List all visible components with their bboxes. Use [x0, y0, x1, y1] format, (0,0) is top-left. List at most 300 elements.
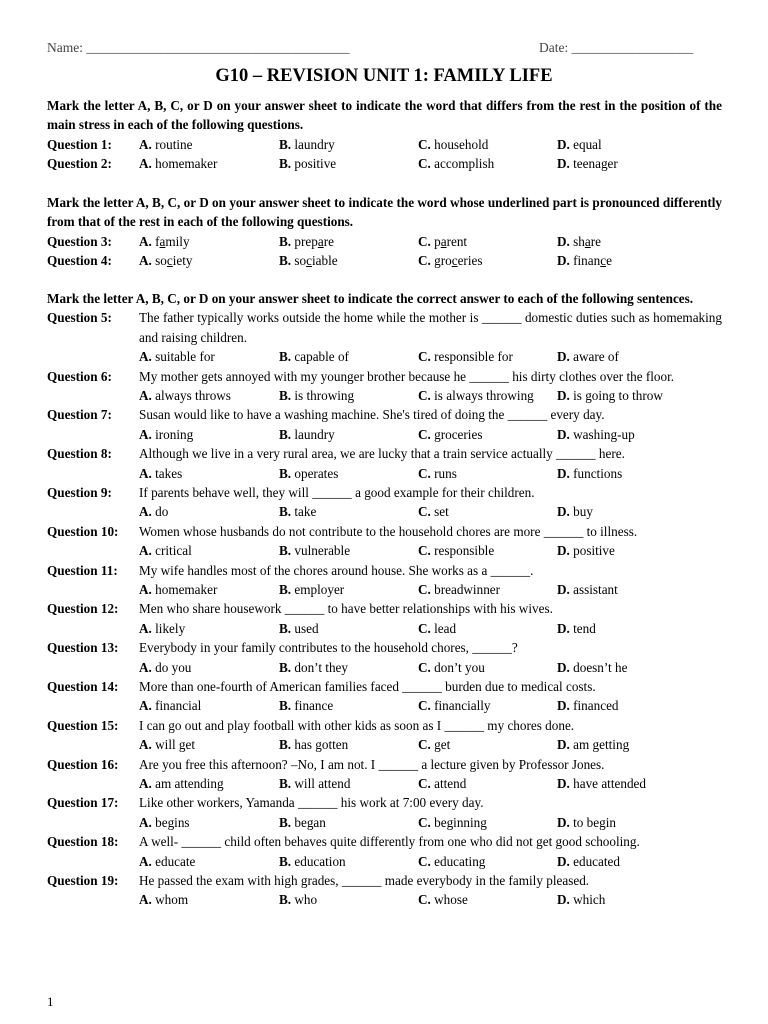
question-stem: Susan would like to have a washing machine. She's tired of doing the ______ every day. [139, 407, 605, 423]
question-item [47, 599, 722, 638]
option-b [279, 251, 338, 270]
option-text: am attending [155, 775, 224, 791]
question-item [47, 483, 722, 522]
option-letter: A. [139, 582, 152, 597]
option-text: financial [155, 698, 202, 714]
option-text-part: so [155, 253, 167, 269]
option-letter: C. [418, 156, 431, 172]
option-text-part: eries [457, 253, 483, 269]
question-item [47, 832, 722, 871]
option-letter: A. [139, 853, 152, 869]
option-b [279, 890, 317, 909]
question-stem: More than one-fourth of American families faced ______ burden due to medical costs. [139, 678, 596, 694]
question-label: Question 9: [47, 485, 112, 500]
option-letter: C. [418, 233, 431, 249]
option-letter: D. [557, 853, 570, 869]
question-item [47, 561, 722, 600]
option-text: have attended [573, 775, 646, 791]
option-letter: D. [557, 543, 570, 559]
option-text: whose [434, 892, 468, 908]
option-letter: C. [418, 659, 431, 675]
option-letter: D. [557, 582, 570, 597]
option-b [279, 154, 336, 173]
option-text: responsible for [434, 349, 513, 365]
option-letter: D. [557, 814, 570, 830]
option-a [139, 774, 224, 793]
option-b [279, 541, 350, 560]
option-a [139, 347, 215, 366]
question-item [47, 793, 722, 832]
option-letter: C. [418, 620, 431, 636]
option-letter: C. [418, 136, 431, 152]
option-b [279, 502, 316, 521]
question-label: Question 11: [47, 562, 118, 578]
option-letter: A. [139, 737, 152, 753]
question-stem: Everybody in your family contributes to the household chores, ______? [139, 640, 518, 656]
option-text: positive [294, 156, 337, 172]
option-text: suitable for [155, 349, 215, 365]
question-label: Question 17: [47, 795, 119, 811]
question-stem: My wife handles most of the chores around house. She works as a ______. [139, 562, 534, 578]
option-text: laundry [294, 426, 335, 442]
option-d [557, 696, 619, 715]
question-stem: Men who share housework ______ to have better relationships with his wives. [139, 601, 553, 617]
option-d [557, 890, 605, 909]
question-stem: The father typically works outside the home while the mother is ______ domestic duties such as homemaking and raising children. [139, 310, 722, 345]
option-d [557, 154, 618, 173]
option-letter: B. [279, 233, 292, 249]
question-label: Question 19: [47, 872, 119, 888]
option-letter: B. [279, 659, 292, 675]
option-text-part: sh [573, 233, 585, 249]
option-letter: C. [418, 465, 431, 481]
option-b [279, 619, 319, 638]
question-stem: Are you free this afternoon? –No, I am not. I ______ a lecture given by Professor Jones. [139, 756, 605, 772]
option-letter: C. [418, 582, 431, 597]
answer-options [47, 774, 722, 793]
option-text-part: rent [446, 233, 468, 249]
option-a [139, 135, 192, 154]
question-label: Question 8: [47, 446, 112, 462]
option-letter: A. [139, 620, 152, 636]
option-letter: C. [418, 814, 431, 830]
option-text: accomplish [434, 156, 495, 172]
answer-options [47, 658, 722, 677]
answer-options [47, 735, 722, 754]
option-a [139, 232, 190, 251]
option-letter: A. [139, 504, 152, 520]
option-text: used [294, 620, 319, 636]
option-text: responsible [434, 543, 495, 559]
question-label: Question 18: [47, 834, 119, 850]
option-text: financially [434, 698, 491, 714]
option-c [418, 658, 485, 677]
option-a [139, 735, 195, 754]
option-letter: D. [557, 136, 570, 152]
option-text: has gotten [294, 737, 349, 753]
option-d [557, 386, 663, 405]
option-text: buy [573, 504, 593, 520]
option-text-part: so [294, 253, 307, 269]
question-row [47, 135, 722, 154]
option-text: ironing [155, 426, 194, 442]
option-text: critical [155, 543, 192, 559]
option-text: washing-up [573, 426, 635, 442]
option-c [418, 852, 485, 871]
question-stem: Although we live in a very rural area, we are lucky that a train service actually ______ here. [139, 446, 625, 462]
option-d [557, 852, 620, 871]
option-b [279, 735, 348, 754]
question-item [47, 522, 722, 561]
option-c [418, 232, 467, 251]
option-c [418, 425, 482, 444]
question-item [47, 638, 722, 677]
option-text-part: iety [172, 253, 193, 269]
option-letter: D. [557, 620, 570, 636]
answer-options [47, 464, 722, 483]
option-letter: B. [279, 156, 292, 172]
option-text: positive [573, 543, 615, 559]
option-letter: A. [139, 775, 152, 791]
option-text-part: iable [311, 253, 338, 269]
section-pronunciation [47, 193, 722, 271]
question-label: Question 10: [47, 523, 119, 539]
option-text-part: finan [573, 253, 601, 269]
option-text: which [573, 892, 606, 908]
option-c [418, 890, 468, 909]
option-letter: D. [557, 388, 570, 404]
option-a [139, 154, 217, 173]
option-d [557, 425, 635, 444]
option-b [279, 386, 354, 405]
page-title: G10 – REVISION UNIT 1: FAMILY LIFE [215, 66, 553, 86]
option-text: routine [155, 136, 193, 152]
question-row [47, 251, 722, 270]
option-letter: A. [139, 465, 152, 481]
option-b [279, 852, 346, 871]
question-label: Question 2: [47, 156, 112, 172]
option-text: takes [155, 465, 183, 481]
option-d [557, 813, 616, 832]
option-text: beginning [434, 814, 487, 830]
answer-options [47, 619, 722, 638]
option-text-part: f [155, 233, 160, 249]
question-stem: Women whose husbands do not contribute to the household chores are more ______ to illness. [139, 523, 638, 539]
question-stem: He passed the exam with high grades, ______ made everybody in the family pleased. [139, 872, 590, 888]
name-field: Name: _______________________________________ [47, 40, 350, 55]
option-c [418, 619, 456, 638]
option-c [418, 541, 494, 560]
option-a [139, 890, 188, 909]
question-stem: Like other workers, Yamanda ______ his work at 7:00 every day. [139, 795, 484, 811]
option-letter: B. [279, 892, 292, 908]
option-letter: A. [139, 892, 152, 908]
answer-options [47, 502, 722, 521]
option-d [557, 774, 646, 793]
answer-options [47, 813, 722, 832]
answer-options [47, 541, 722, 560]
answer-options [47, 386, 722, 405]
question-label: Question 16: [47, 756, 119, 772]
question-item [47, 716, 722, 755]
option-letter: B. [279, 426, 292, 442]
option-letter: B. [279, 465, 292, 481]
question-stem: If parents behave well, they will ______ a good example for their children. [139, 485, 535, 500]
option-text: functions [573, 465, 623, 481]
question-item [47, 677, 722, 716]
option-text: doesn’t he [573, 659, 628, 675]
option-letter: B. [279, 853, 292, 869]
question-stem: My mother gets annoyed with my younger brother because he ______ his dirty clothes over the floor. [139, 368, 675, 384]
option-a [139, 696, 201, 715]
question-list [47, 308, 722, 909]
option-letter: D. [557, 659, 570, 675]
option-a [139, 580, 217, 599]
answer-options [47, 347, 722, 366]
underlined-letters: a [159, 233, 166, 249]
option-c [418, 774, 466, 793]
option-letter: D. [557, 775, 570, 791]
question-row [47, 154, 722, 173]
option-letter: A. [139, 814, 152, 830]
option-text: attend [434, 775, 467, 791]
option-text: aware of [573, 349, 619, 365]
option-letter: A. [139, 233, 152, 249]
option-text: groceries [434, 426, 483, 442]
option-text: breadwinner [434, 582, 501, 597]
option-text: whom [155, 892, 189, 908]
option-letter: A. [139, 349, 152, 365]
option-b [279, 696, 333, 715]
option-b [279, 658, 348, 677]
option-letter: D. [557, 504, 570, 520]
underlined-letters: c [451, 253, 458, 269]
question-label: Question 14: [47, 678, 119, 694]
option-c [418, 135, 488, 154]
underlined-letters: c [166, 253, 173, 269]
underlined-letters: a [317, 233, 324, 249]
answer-options [47, 852, 722, 871]
option-letter: D. [557, 349, 570, 365]
option-b [279, 580, 344, 599]
option-a [139, 425, 193, 444]
option-letter: C. [418, 737, 431, 753]
option-letter: D. [557, 233, 570, 249]
option-letter: B. [279, 814, 292, 830]
question-label: Question 7: [47, 407, 112, 423]
option-text-part: e [606, 253, 612, 269]
question-label: Question 1: [47, 136, 112, 152]
option-letter: B. [279, 620, 292, 636]
option-text: do you [155, 659, 192, 675]
option-b [279, 347, 349, 366]
option-letter: D. [557, 156, 570, 172]
option-a [139, 386, 231, 405]
option-text: will attend [294, 775, 351, 791]
option-a [139, 541, 192, 560]
option-letter: C. [418, 349, 431, 365]
option-text-part: re [590, 233, 601, 249]
header-line [47, 38, 721, 58]
option-text: teenager [573, 156, 618, 172]
option-text-part: gro [434, 253, 452, 269]
option-text: employer [294, 582, 345, 597]
option-letter: B. [279, 737, 292, 753]
section-grammar-vocab [47, 289, 722, 910]
option-letter: A. [139, 136, 152, 152]
option-d [557, 232, 601, 251]
option-letter: B. [279, 504, 292, 520]
option-d [557, 658, 627, 677]
option-text: don’t they [294, 659, 348, 675]
option-text: get [434, 737, 451, 753]
option-c [418, 154, 494, 173]
option-text: tend [573, 620, 596, 636]
option-letter: A. [139, 388, 152, 404]
section-stress [47, 96, 722, 174]
option-letter: B. [279, 543, 292, 559]
option-text: education [294, 853, 346, 869]
option-text: vulnerable [294, 543, 351, 559]
option-text: runs [434, 465, 457, 481]
question-item [47, 405, 722, 444]
option-letter: B. [279, 136, 292, 152]
option-text: homemaker [155, 156, 218, 172]
option-letter: A. [139, 543, 152, 559]
option-text: who [294, 892, 318, 908]
option-letter: B. [279, 698, 292, 714]
option-text: set [434, 504, 449, 520]
section-instruction: Mark the letter A, B, C, or D on your answer sheet to indicate the word that differs from the rest in the position of the main stress in each of the following questions. [47, 98, 722, 133]
option-text-part: mily [165, 233, 190, 249]
question-stem: A well- ______ child often behaves quite differently from one who did not get good schooling. [139, 834, 640, 850]
option-a [139, 502, 168, 521]
option-letter: C. [418, 253, 431, 269]
option-c [418, 502, 449, 521]
option-text: take [294, 504, 317, 520]
option-text-part: re [323, 233, 334, 249]
option-text: equal [573, 136, 602, 152]
question-list [47, 135, 722, 174]
option-c [418, 251, 482, 270]
option-letter: B. [279, 775, 292, 791]
option-letter: B. [279, 388, 292, 404]
option-letter: D. [557, 737, 570, 753]
option-a [139, 658, 191, 677]
option-a [139, 464, 182, 483]
option-letter: D. [557, 253, 570, 269]
option-letter: D. [557, 892, 570, 908]
option-a [139, 813, 190, 832]
option-letter: A. [139, 156, 152, 172]
option-text: financed [573, 698, 619, 714]
question-list [47, 232, 722, 271]
option-b [279, 774, 350, 793]
section-instruction: Mark the letter A, B, C, or D on your answer sheet to indicate the word whose underlined part is pronounced differently from that of the rest in each of the following questions. [47, 195, 722, 230]
option-text: to begin [573, 814, 616, 830]
question-item [47, 871, 722, 910]
question-label: Question 13: [47, 640, 119, 656]
option-letter: D. [557, 426, 570, 442]
question-label: Question 12: [47, 601, 119, 617]
option-c [418, 696, 491, 715]
option-letter: A. [139, 426, 152, 442]
option-b [279, 425, 335, 444]
question-label: Question 5: [47, 310, 112, 326]
option-text: household [434, 136, 489, 152]
option-d [557, 580, 618, 599]
option-text: educating [434, 853, 486, 869]
option-d [557, 464, 622, 483]
option-letter: D. [557, 698, 570, 714]
option-b [279, 135, 335, 154]
option-text: begins [155, 814, 190, 830]
question-label: Question 6: [47, 368, 112, 384]
option-c [418, 580, 500, 599]
option-c [418, 735, 450, 754]
question-label: Question 15: [47, 717, 119, 733]
option-letter: C. [418, 892, 431, 908]
option-letter: C. [418, 775, 431, 791]
option-text: likely [155, 620, 186, 636]
underlined-letters: a [440, 233, 447, 249]
option-text: finance [294, 698, 334, 714]
question-item [47, 367, 722, 406]
option-text: educated [573, 853, 620, 869]
option-d [557, 619, 596, 638]
option-text-part: p [434, 233, 441, 249]
option-text: homemaker [155, 582, 218, 597]
answer-options [47, 890, 722, 909]
option-letter: A. [139, 659, 152, 675]
question-row [47, 232, 722, 251]
option-letter: C. [418, 388, 431, 404]
option-text: assistant [573, 582, 618, 597]
option-letter: A. [139, 698, 152, 714]
question-label: Question 4: [47, 253, 112, 269]
option-d [557, 251, 612, 270]
option-b [279, 464, 338, 483]
option-letter: A. [139, 253, 152, 269]
option-letter: D. [557, 465, 570, 481]
date-field: Date: __________________ [539, 40, 694, 55]
option-a [139, 619, 185, 638]
answer-options [47, 580, 722, 599]
option-text: lead [434, 620, 457, 636]
question-item [47, 444, 722, 483]
question-item [47, 308, 722, 366]
option-text: began [294, 814, 326, 830]
section-instruction: Mark the letter A, B, C, or D on your answer sheet to indicate the correct answer to each of the following sentences. [47, 291, 694, 306]
option-b [279, 813, 326, 832]
question-label: Question 3: [47, 233, 112, 249]
option-b [279, 232, 334, 251]
option-text: is always throwing [434, 388, 534, 404]
option-letter: C. [418, 426, 431, 442]
option-letter: C. [418, 853, 431, 869]
underlined-letters: a [584, 233, 591, 249]
option-text: always throws [155, 388, 231, 404]
option-letter: B. [279, 253, 292, 269]
answer-options [47, 425, 722, 444]
option-letter: B. [279, 582, 292, 597]
option-text: is throwing [294, 388, 355, 404]
option-text-part: prep [294, 233, 318, 249]
option-text: operates [294, 465, 339, 481]
question-item [47, 755, 722, 794]
underlined-letters: c [306, 253, 312, 269]
option-c [418, 464, 457, 483]
